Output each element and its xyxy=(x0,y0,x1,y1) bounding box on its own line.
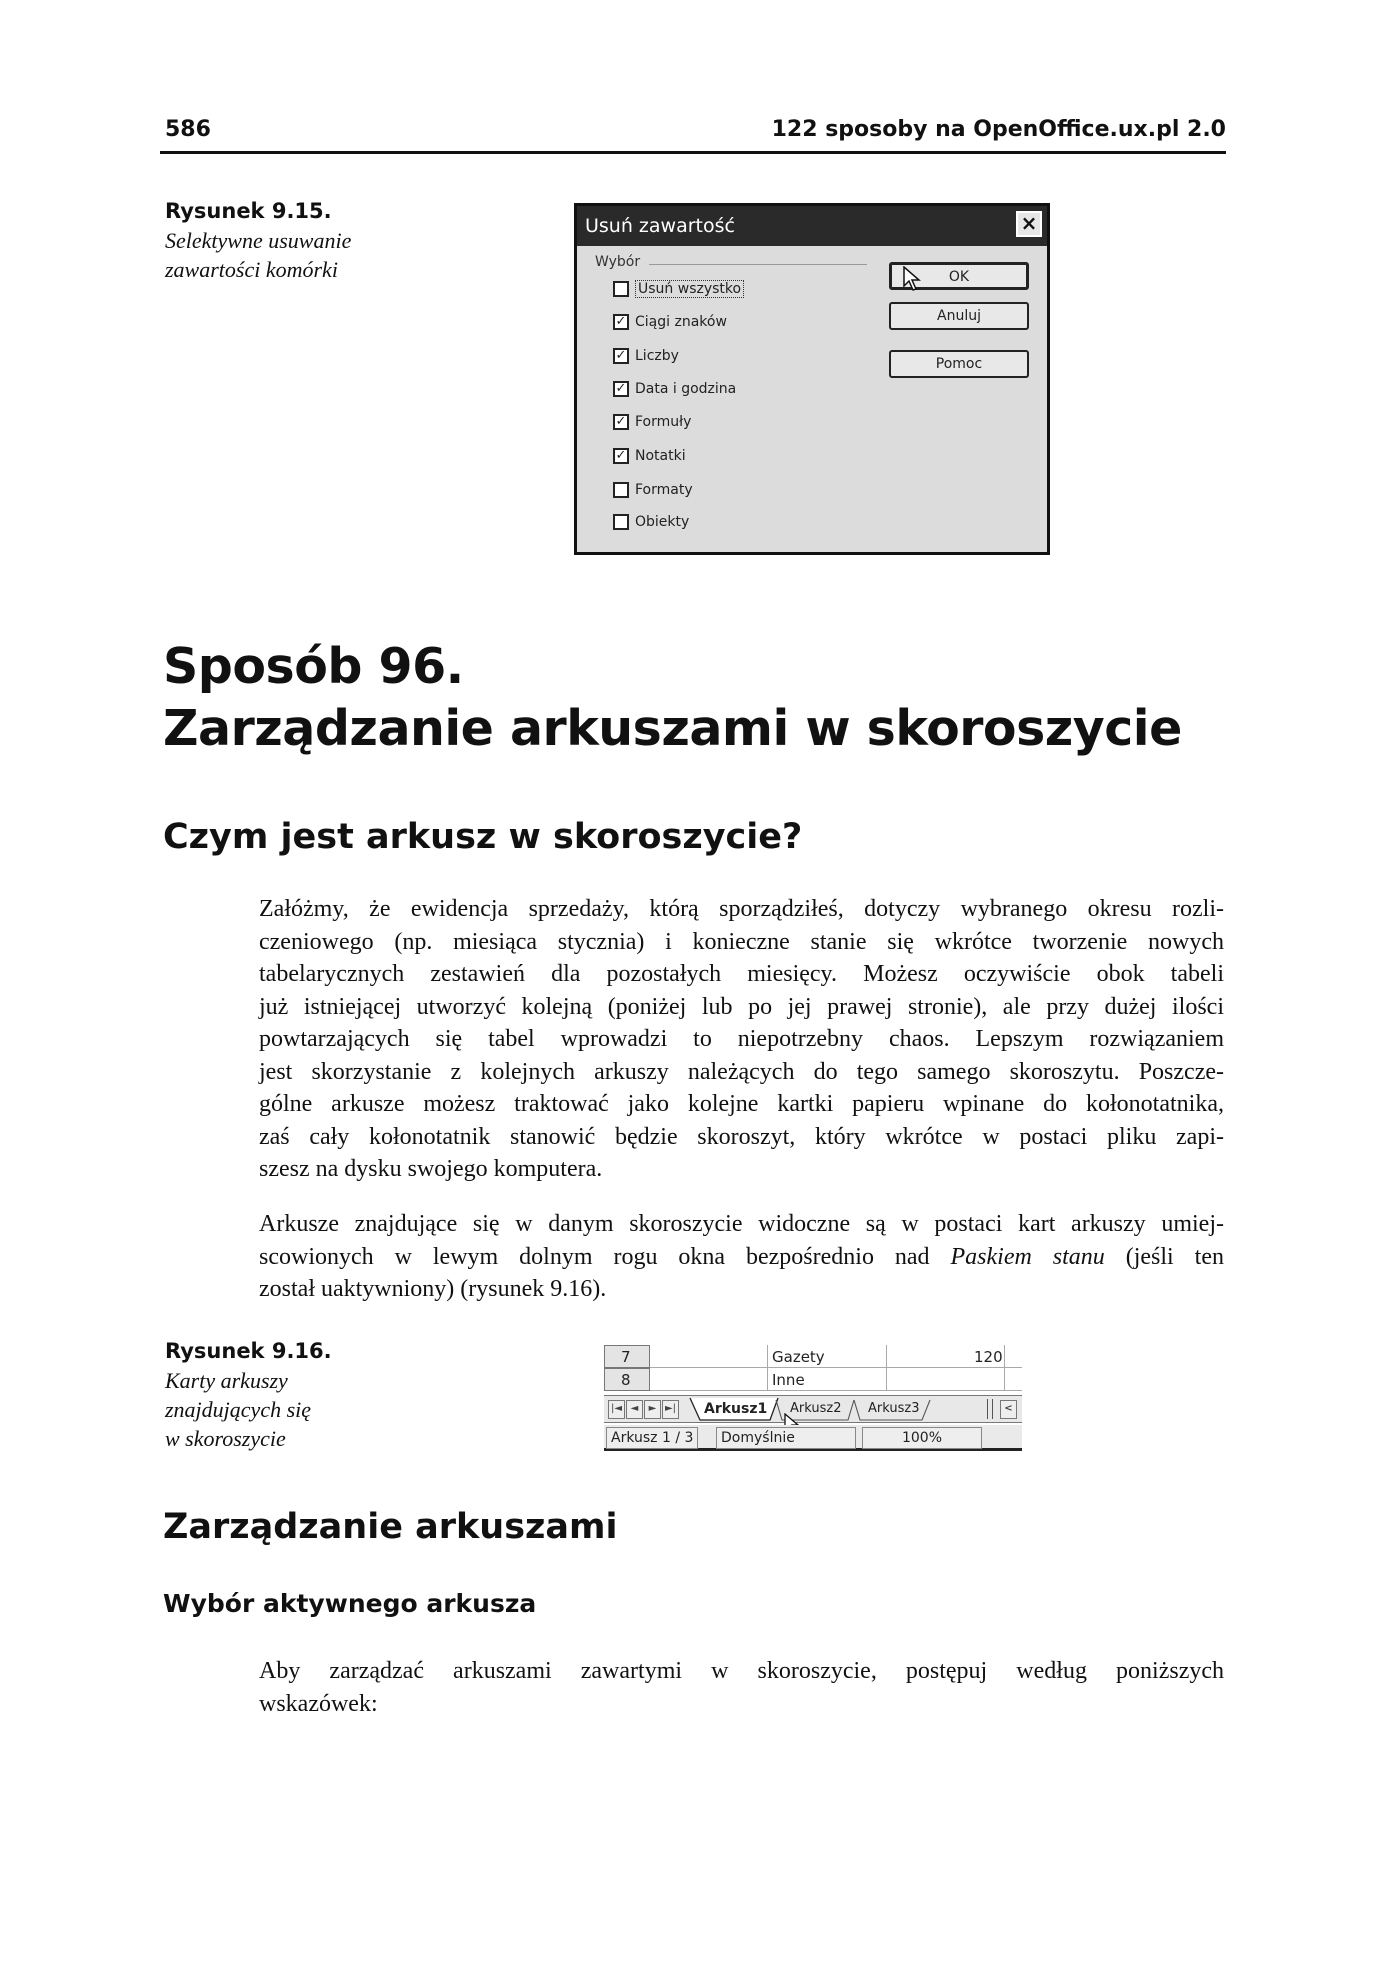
paragraph-1 xyxy=(259,893,1224,1186)
cell-text[interactable]: Inne xyxy=(772,1371,805,1389)
group-divider xyxy=(649,264,867,265)
option-date-time[interactable] xyxy=(613,381,736,397)
dialog-title-bar xyxy=(577,206,1047,246)
status-sheet-indicator: Arkusz 1 / 3 xyxy=(606,1427,698,1449)
status-bar xyxy=(604,1425,1022,1451)
grid-line xyxy=(650,1390,1022,1391)
group-label: Wybór xyxy=(595,254,644,270)
section-title: Zarządzanie arkuszami w skoroszycie xyxy=(163,700,1182,757)
checkbox-checked-icon[interactable]: ✓ xyxy=(613,348,629,364)
option-label: Ciągi znaków xyxy=(635,314,727,330)
option-label: Usuń wszystko xyxy=(635,280,744,298)
option-label: Obiekty xyxy=(635,514,690,530)
scroll-left-icon[interactable]: < xyxy=(1000,1400,1017,1419)
option-label: Liczby xyxy=(635,348,679,364)
paragraph-line: szesz na dysku swojego komputera. xyxy=(259,1156,603,1182)
help-button[interactable]: Pomoc xyxy=(889,350,1029,378)
paragraph-3 xyxy=(259,1655,1224,1720)
paragraph-line: tabelarycznych zestawień dla pozostałych miesięcy. Możesz oczywiście obok tabeli xyxy=(259,961,1224,987)
heading-what-is-sheet: Czym jest arkusz w skoroszycie? xyxy=(163,817,803,857)
dialog-title: Usuń zawartość xyxy=(585,215,735,237)
paragraph-line: powtarzających się tabel wprowadzi to niepotrzebny chaos. Lepszym rozwiązaniem xyxy=(259,1026,1224,1052)
option-formats[interactable] xyxy=(613,482,693,498)
sheet-tab[interactable]: Arkusz3 xyxy=(868,1401,920,1416)
option-text-strings[interactable] xyxy=(613,314,727,330)
caption-line: Selektywne usuwanie xyxy=(165,228,352,253)
running-header-title: 122 sposoby na OpenOffice.ux.pl 2.0 xyxy=(771,117,1226,142)
paragraph-line: czeniowego (np. miesiąca stycznia) i konieczne stanie się wkrótce tworzenie nowych xyxy=(259,928,1224,955)
sheet-tabs-screenshot xyxy=(604,1345,1022,1455)
option-label: Notatki xyxy=(635,448,686,464)
checkbox-icon[interactable] xyxy=(613,281,629,297)
last-sheet-icon[interactable]: ►| xyxy=(662,1400,679,1419)
option-label: Formaty xyxy=(635,482,693,498)
paragraph-line: Arkusze znajdujące się w danym skoroszycie widoczne są w postaci kart arkuszy umiej- xyxy=(259,1211,1224,1237)
page-number: 586 xyxy=(165,117,211,142)
checkbox-checked-icon[interactable]: ✓ xyxy=(613,381,629,397)
checkbox-icon[interactable] xyxy=(613,482,629,498)
ok-button[interactable]: OK xyxy=(889,262,1029,290)
option-numbers[interactable] xyxy=(613,348,679,364)
option-objects[interactable] xyxy=(613,514,689,530)
sheet-tab-active[interactable]: Arkusz1 xyxy=(704,1401,768,1417)
header-rule xyxy=(160,151,1226,154)
tab-splitter[interactable] xyxy=(987,1399,993,1419)
paragraph-line: Aby zarządzać arkuszami zawartymi w skoroszycie, postępuj według poniższych xyxy=(259,1658,1224,1684)
figure-16-label: Rysunek 9.16. xyxy=(165,1339,332,1363)
status-zoom[interactable]: 100% xyxy=(862,1427,982,1449)
next-sheet-icon[interactable]: ► xyxy=(644,1400,661,1419)
checkbox-checked-icon[interactable]: ✓ xyxy=(613,448,629,464)
paragraph-2 xyxy=(259,1208,1224,1306)
row-number: 8 xyxy=(621,1371,631,1389)
figure-16-caption xyxy=(165,1366,311,1453)
paragraph-line: jest skorzystanie z kolejnych arkuszy należących do tego samego skoroszytu. Poszcze- xyxy=(259,1058,1224,1085)
paragraph-line xyxy=(259,1241,1224,1274)
heading-select-active-sheet: Wybór aktywnego arkusza xyxy=(163,1589,537,1618)
caption-line: zawartości komórki xyxy=(165,257,338,282)
paragraph-line: gólne arkusze możesz traktować jako kolejne kartki papieru wpinane do kołonotatnika, xyxy=(259,1091,1224,1117)
caption-line: znajdujących się xyxy=(165,1397,312,1422)
caption-line: Karty arkuszy xyxy=(165,1368,288,1393)
prev-sheet-icon[interactable]: ◄ xyxy=(626,1400,643,1419)
paragraph-line: zaś cały kołonotatnik stanowić będzie skoroszyt, który wkrótce w postaci pliku zapi- xyxy=(259,1123,1224,1150)
heading-manage-sheets: Zarządzanie arkuszami xyxy=(163,1507,618,1547)
grid-line xyxy=(886,1345,887,1391)
figure-15-caption xyxy=(165,226,351,284)
grid-line xyxy=(767,1345,768,1391)
first-sheet-icon[interactable]: |◄ xyxy=(608,1400,625,1419)
row-number: 7 xyxy=(621,1348,631,1366)
text-run: scowionych w lewym dolnym rogu okna bezpośrednio nad xyxy=(259,1243,951,1270)
checkbox-checked-icon[interactable]: ✓ xyxy=(613,314,629,330)
mouse-cursor-icon xyxy=(903,266,921,292)
figure-15-label: Rysunek 9.15. xyxy=(165,199,332,223)
paragraph-line: Załóżmy, że ewidencja sprzedaży, którą sporządziłeś, dotyczy wybranego okresu rozli- xyxy=(259,896,1224,922)
paragraph-line: został uaktywniony) (rysunek 9.16). xyxy=(259,1276,607,1302)
close-icon[interactable]: × xyxy=(1016,211,1042,237)
cancel-button[interactable]: Anuluj xyxy=(889,302,1029,330)
paragraph-line: już istniejącej utworzyć kolejną (poniżej lub po jej prawej stronie), ale przy dużej ilości xyxy=(259,993,1224,1020)
grid-line xyxy=(1004,1345,1005,1391)
italic-term: Paskiem stanu xyxy=(950,1243,1105,1270)
row-header[interactable] xyxy=(604,1368,650,1391)
section-number: Sposób 96. xyxy=(163,638,464,695)
cell-value[interactable]: 120 xyxy=(974,1348,1003,1366)
text-run: (jeśli ten xyxy=(1104,1243,1224,1270)
cell-text[interactable]: Gazety xyxy=(772,1348,825,1366)
clear-contents-dialog xyxy=(574,203,1050,555)
option-formulas[interactable] xyxy=(613,414,691,430)
option-delete-all[interactable] xyxy=(613,280,744,298)
option-label: Data i godzina xyxy=(635,381,737,397)
caption-line: w skoroszycie xyxy=(165,1426,286,1451)
checkbox-icon[interactable] xyxy=(613,514,629,530)
checkbox-checked-icon[interactable]: ✓ xyxy=(613,414,629,430)
grid-line xyxy=(650,1367,1022,1368)
sheet-grid xyxy=(604,1345,1022,1393)
option-label: Formuły xyxy=(635,414,692,430)
status-page-style[interactable]: Domyślnie xyxy=(716,1427,856,1449)
sheet-tab-bar xyxy=(604,1395,1022,1423)
row-header[interactable] xyxy=(604,1345,650,1368)
paragraph-line: wskazówek: xyxy=(259,1690,378,1717)
option-notes[interactable] xyxy=(613,448,686,464)
sheet-tab[interactable]: Arkusz2 xyxy=(790,1401,842,1416)
